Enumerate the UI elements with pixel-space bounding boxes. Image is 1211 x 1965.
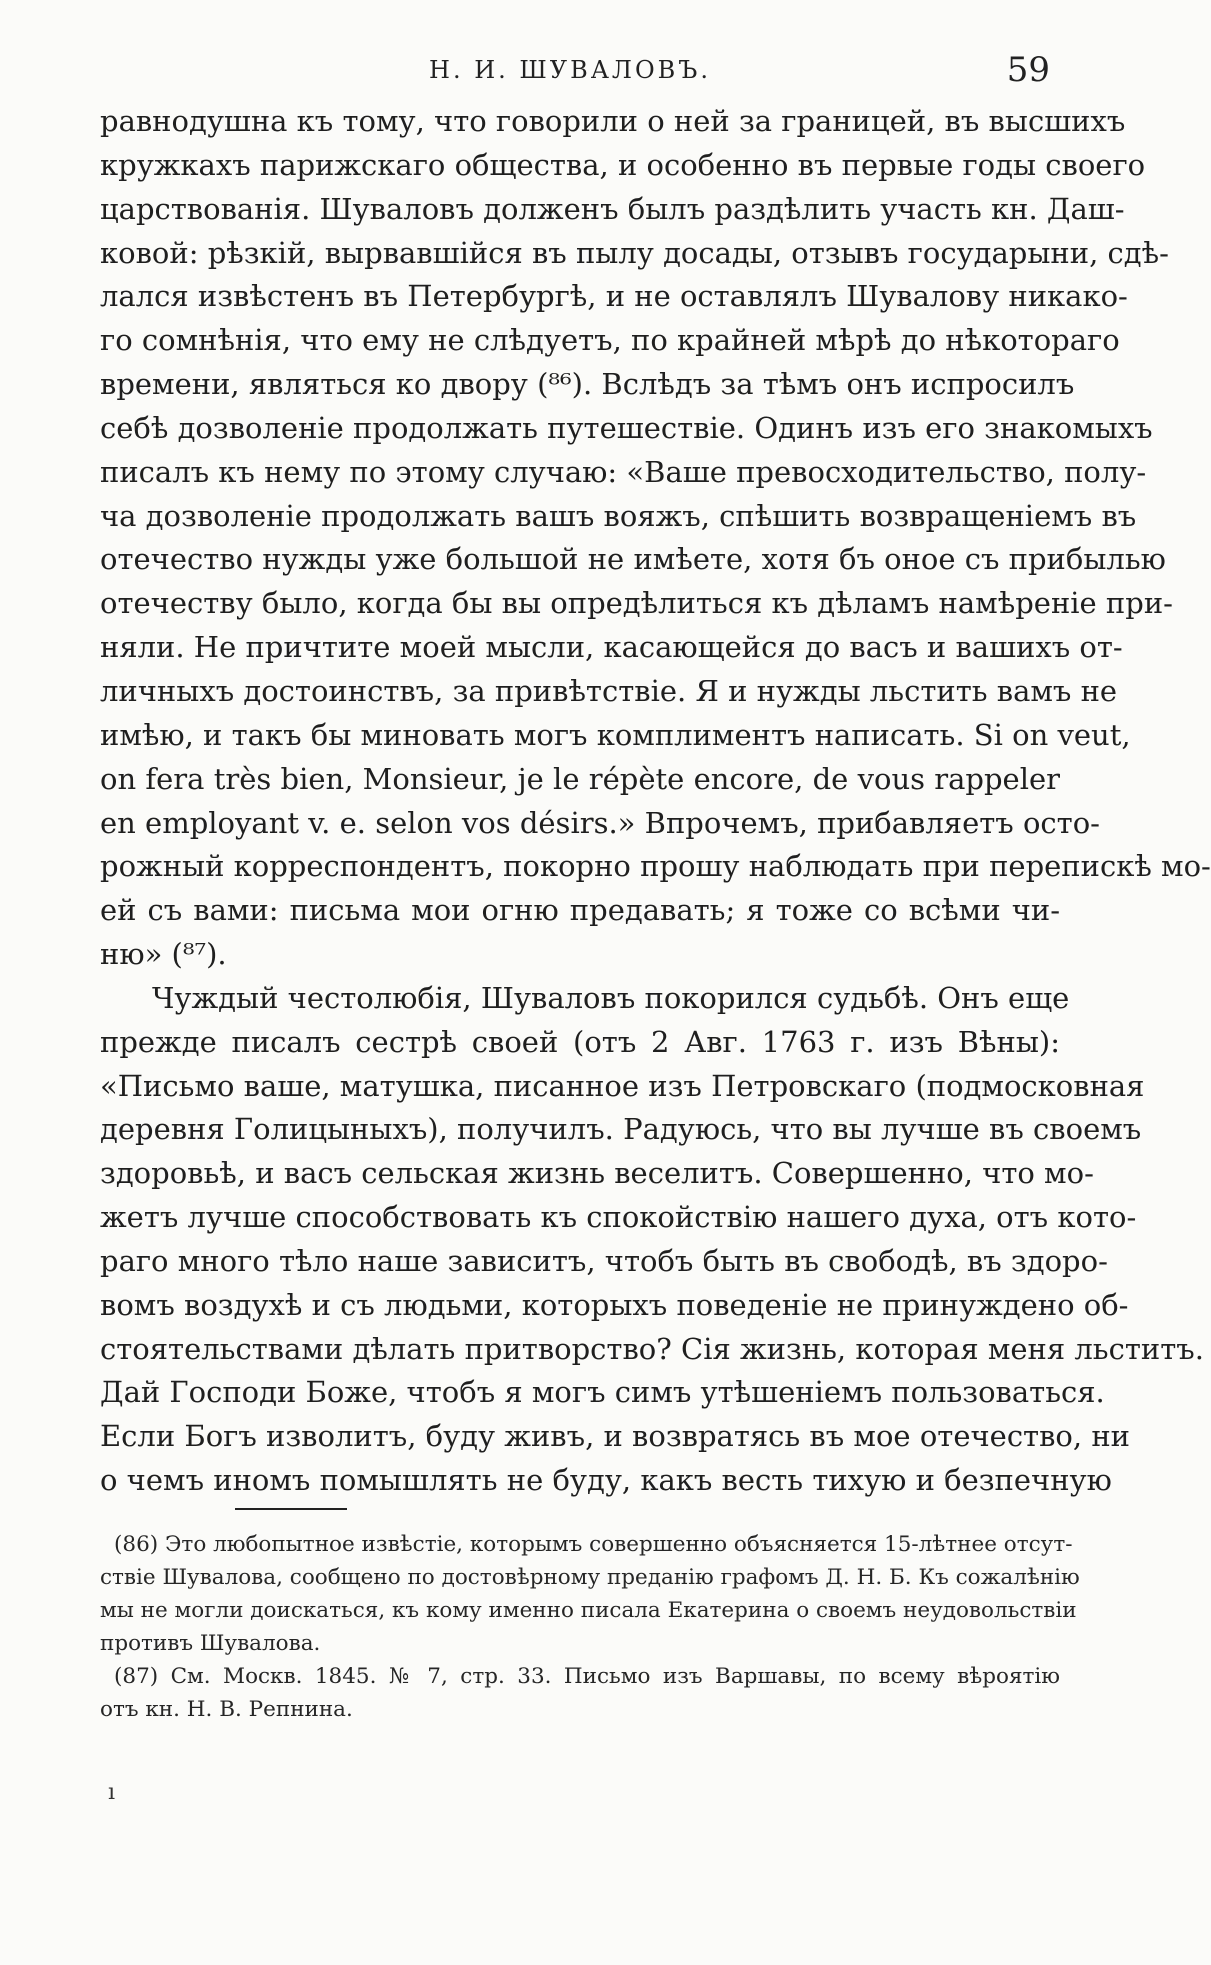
text-line: времени, являться ко двору (⁸⁶). Вслѣдъ за тѣмъ онъ испросилъ (100, 367, 1075, 402)
text-line: кружкахъ парижскаго общества, и особенно въ первые годы своего (100, 147, 1146, 182)
text-line: рожный корреспондентъ, покорно прошу наблюдать при перепискѣ мо- (100, 849, 1211, 884)
footnote-86-line: ствіе Шувалова, сообщено по достовѣрному преданію графомъ Д. Н. Б. Къ сожалѣнію (100, 1565, 1080, 1590)
text-line: себѣ дозволеніе продолжать путешествіе. Одинъ изъ его знакомыхъ (100, 410, 1153, 445)
footnote-86-line: (86) Это любопытное извѣстіе, которымъ совершенно объясняется 15-лѣтнее отсут- (114, 1532, 1073, 1557)
running-head (0, 50, 1140, 94)
footnote-86-line: противъ Шувалова. (100, 1631, 321, 1656)
text-line: стоятельствами дѣлать притворство? Сія жизнь, которая меня льститъ. (100, 1331, 1204, 1366)
text-line: лался извѣстенъ въ Петербургѣ, и не оставлялъ Шувалову никако- (100, 279, 1128, 314)
text-line-paragraph-start: Чуждый честолюбія, Шуваловъ покорился судьбѣ. Онъ еще (152, 980, 1070, 1015)
text-line: on fera très bien, Monsieur, je le répète encore, de vous rappeler (100, 761, 1060, 796)
page-number: 59 (1006, 50, 1050, 90)
text-line: Если Богъ изволитъ, буду живъ, и возвратясь въ мое отечество, ни (100, 1419, 1130, 1454)
text-line: отечеству было, когда бы вы опредѣлиться къ дѣламъ намѣреніе при- (100, 586, 1173, 621)
text-line: личныхъ достоинствъ, за привѣтствіе. Я и нужды льстить вамъ не (100, 673, 1118, 708)
text-line-paragraph-end: ню» (⁸⁷). (100, 937, 227, 972)
text-line: «Письмо ваше, матушка, писанное изъ Петровскаго (подмосковная (100, 1068, 1145, 1103)
text-line: о чемъ иномъ помышлять не буду, какъ весть тихую и безпечную (100, 1463, 1112, 1498)
text-line: няли. Не причтите моей мысли, касающейся до васъ и вашихъ от- (100, 630, 1123, 665)
text-line: Дай Господи Боже, чтобъ я могъ симъ утѣшеніемъ пользоваться. (100, 1375, 1105, 1410)
text-line: ей съ вами: письма мои огню предавать; я тоже со всѣми чи- (100, 893, 1060, 928)
footnote-87-line: отъ кн. Н. В. Репнина. (100, 1697, 353, 1722)
footnote-87-line: (87) См. Москв. 1845. № 7, стр. 33. Письмо изъ Варшавы, по всему вѣроятію (114, 1664, 1060, 1689)
text-line: en employant v. e. selon vos désirs.» Впрочемъ, прибавляетъ осто- (100, 805, 1100, 840)
text-line: ковой: рѣзкій, вырвавшійся въ пылу досады, отзывъ государыни, сдѣ- (100, 235, 1169, 270)
text-line: имѣю, и такъ бы миновать могъ комплиментъ написать. Si on veut, (100, 717, 1131, 752)
text-line: здоровьѣ, и васъ сельская жизнь веселитъ. Совершенно, что мо- (100, 1156, 1094, 1191)
footnote-86-line: мы не могли доискаться, къ кому именно писала Екатерина о своемъ неудовольствіи (100, 1598, 1077, 1623)
footnote-divider (235, 1508, 347, 1510)
text-line: прежде писалъ сестрѣ своей (отъ 2 Авг. 1763 г. изъ Вѣны): (100, 1024, 1060, 1059)
footnotes (100, 1528, 1080, 1726)
text-line: жетъ лучше способствовать къ спокойствію нашего духа, отъ кото- (100, 1200, 1137, 1235)
running-head-title: Н. И. ШУВАЛОВЪ. (429, 56, 711, 84)
text-line: отечество нужды уже большой не имѣете, хотя бъ оное съ прибылью (100, 542, 1166, 577)
text-line: писалъ къ нему по этому случаю: «Ваше превосходительство, полу- (100, 454, 1147, 489)
body-text (100, 100, 1211, 1503)
text-line: равнодушна къ тому, что говорили о ней за границей, въ высшихъ (100, 104, 1126, 138)
text-line: го сомнѣнія, что ему не слѣдуетъ, по крайней мѣрѣ до нѣкотораго (100, 323, 1120, 358)
text-line: ча дозволеніе продолжать вашъ вояжъ, спѣшить возвращеніемъ въ (100, 498, 1137, 533)
text-line: царствованія. Шуваловъ долженъ былъ раздѣлить участь кн. Даш- (100, 191, 1125, 226)
text-line: вомъ воздухѣ и съ людьми, которыхъ поведеніе не принуждено об- (100, 1287, 1129, 1322)
text-line: деревня Голицыныхъ), получилъ. Радуюсь, что вы лучше въ своемъ (100, 1112, 1142, 1147)
text-line: раго много тѣло наше зависитъ, чтобъ быть въ свободѣ, въ здоро- (100, 1243, 1108, 1278)
printer-mark: ı (108, 1780, 116, 1805)
